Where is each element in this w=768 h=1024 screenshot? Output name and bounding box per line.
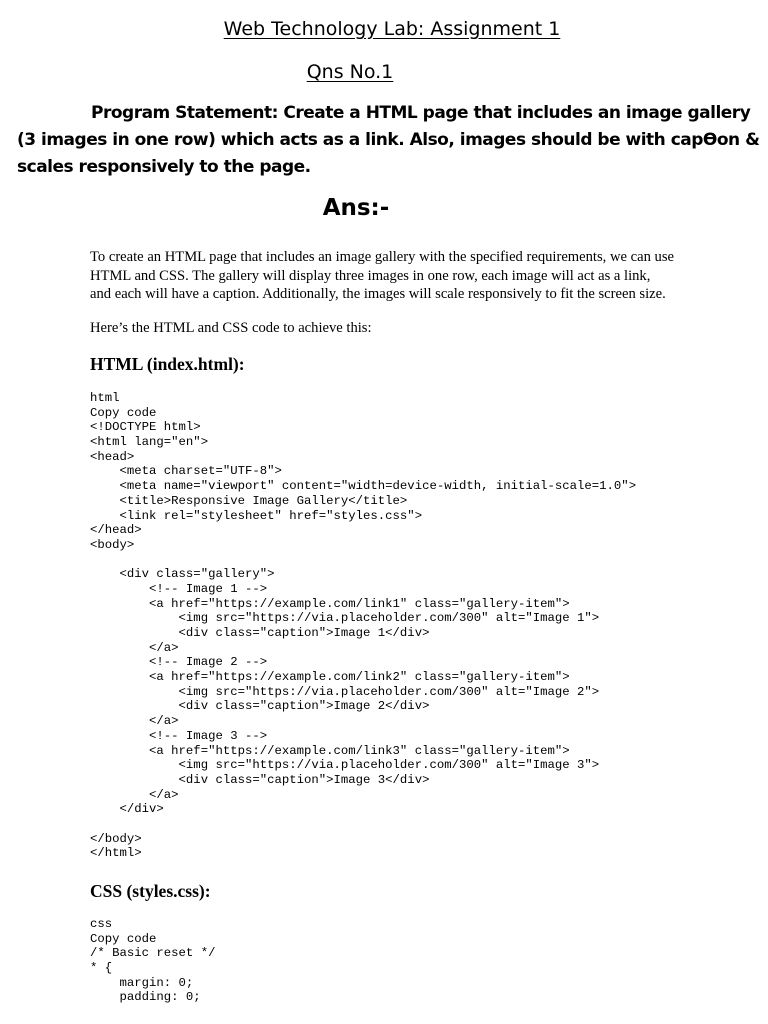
code-line: Copy code xyxy=(90,931,157,946)
code-line: * { xyxy=(90,961,113,976)
intro-line: To create an HTML page that includes an image gallery with the specified requirements, we can use xyxy=(90,249,674,265)
program-statement xyxy=(17,100,759,181)
intro-line: and each will have a caption. Additionally, the images will scale responsively to fit the screen size. xyxy=(90,286,666,303)
html-code-block xyxy=(90,391,636,861)
statement-line: Program Statement: Create a HTML page that includes an image gallery xyxy=(91,103,751,123)
css-code-block xyxy=(90,917,215,1005)
code-line: <html lang="en"> xyxy=(90,435,209,450)
code-line: <div class="caption">Image 1</div> xyxy=(90,626,430,640)
code-line: <div class="caption">Image 2</div> xyxy=(90,699,430,714)
code-line: <title>Responsive Image Gallery</title> xyxy=(90,493,408,508)
code-line: <a href="https://example.com/link2" class="gallery-item"> xyxy=(90,670,570,685)
statement-line: (3 images in one row) which acts as a link. Also, images should be with capϴon & xyxy=(17,130,760,150)
code-line: <img src="https://via.placeholder.com/300" alt="Image 2"> xyxy=(90,684,600,699)
code-line xyxy=(90,553,636,568)
answer-heading: Ans:- xyxy=(322,195,390,221)
question-number: Qns No.1 xyxy=(306,61,394,83)
code-line: <body> xyxy=(90,537,135,552)
html-section-heading: HTML (index.html): xyxy=(90,354,245,374)
code-line: <!DOCTYPE html> xyxy=(90,420,201,435)
code-line: <!-- Image 1 --> xyxy=(90,581,268,596)
code-intro-text: Here’s the HTML and CSS code to achieve this: xyxy=(90,320,372,336)
code-line: <!-- Image 2 --> xyxy=(90,655,268,670)
code-line: </a> xyxy=(90,640,179,655)
code-line: <a href="https://example.com/link3" class="gallery-item"> xyxy=(90,743,570,758)
code-line: <div class="caption">Image 3</div> xyxy=(90,772,430,787)
code-line: <!-- Image 3 --> xyxy=(90,728,268,743)
document-title: Web Technology Lab: Assignment 1 xyxy=(223,18,561,40)
code-line: </head> xyxy=(90,523,142,538)
code-line: css xyxy=(90,917,113,931)
code-line: </a> xyxy=(90,714,179,729)
code-line: </div> xyxy=(90,802,164,817)
code-line: <a href="https://example.com/link1" class="gallery-item"> xyxy=(90,596,570,611)
code-line xyxy=(90,817,636,832)
code-line: </body> xyxy=(90,831,142,846)
intro-line: HTML and CSS. The gallery will display three images in one row, each image will act as a link, xyxy=(90,267,651,284)
code-line: </a> xyxy=(90,787,179,802)
css-section-heading: CSS (styles.css): xyxy=(90,881,211,901)
code-line: html xyxy=(90,391,120,405)
code-line: /* Basic reset */ xyxy=(90,946,216,961)
code-line: <meta charset="UTF-8"> xyxy=(90,464,282,479)
code-line: padding: 0; xyxy=(90,990,201,1005)
code-line: <img src="https://via.placeholder.com/300" alt="Image 3"> xyxy=(90,758,600,773)
code-line: Copy code xyxy=(90,405,157,420)
code-line: <meta name="viewport" content="width=device-width, initial-scale=1.0"> xyxy=(90,479,637,494)
intro-paragraph xyxy=(90,248,674,304)
code-line: margin: 0; xyxy=(90,975,194,990)
code-line: <link rel="stylesheet" href="styles.css"> xyxy=(90,508,423,523)
code-line: <div class="gallery"> xyxy=(90,567,275,582)
code-line: </html> xyxy=(90,846,142,861)
code-line: <img src="https://via.placeholder.com/300" alt="Image 1"> xyxy=(90,611,600,626)
statement-line: scales responsively to the page. xyxy=(17,157,311,177)
code-line: <head> xyxy=(90,449,135,464)
